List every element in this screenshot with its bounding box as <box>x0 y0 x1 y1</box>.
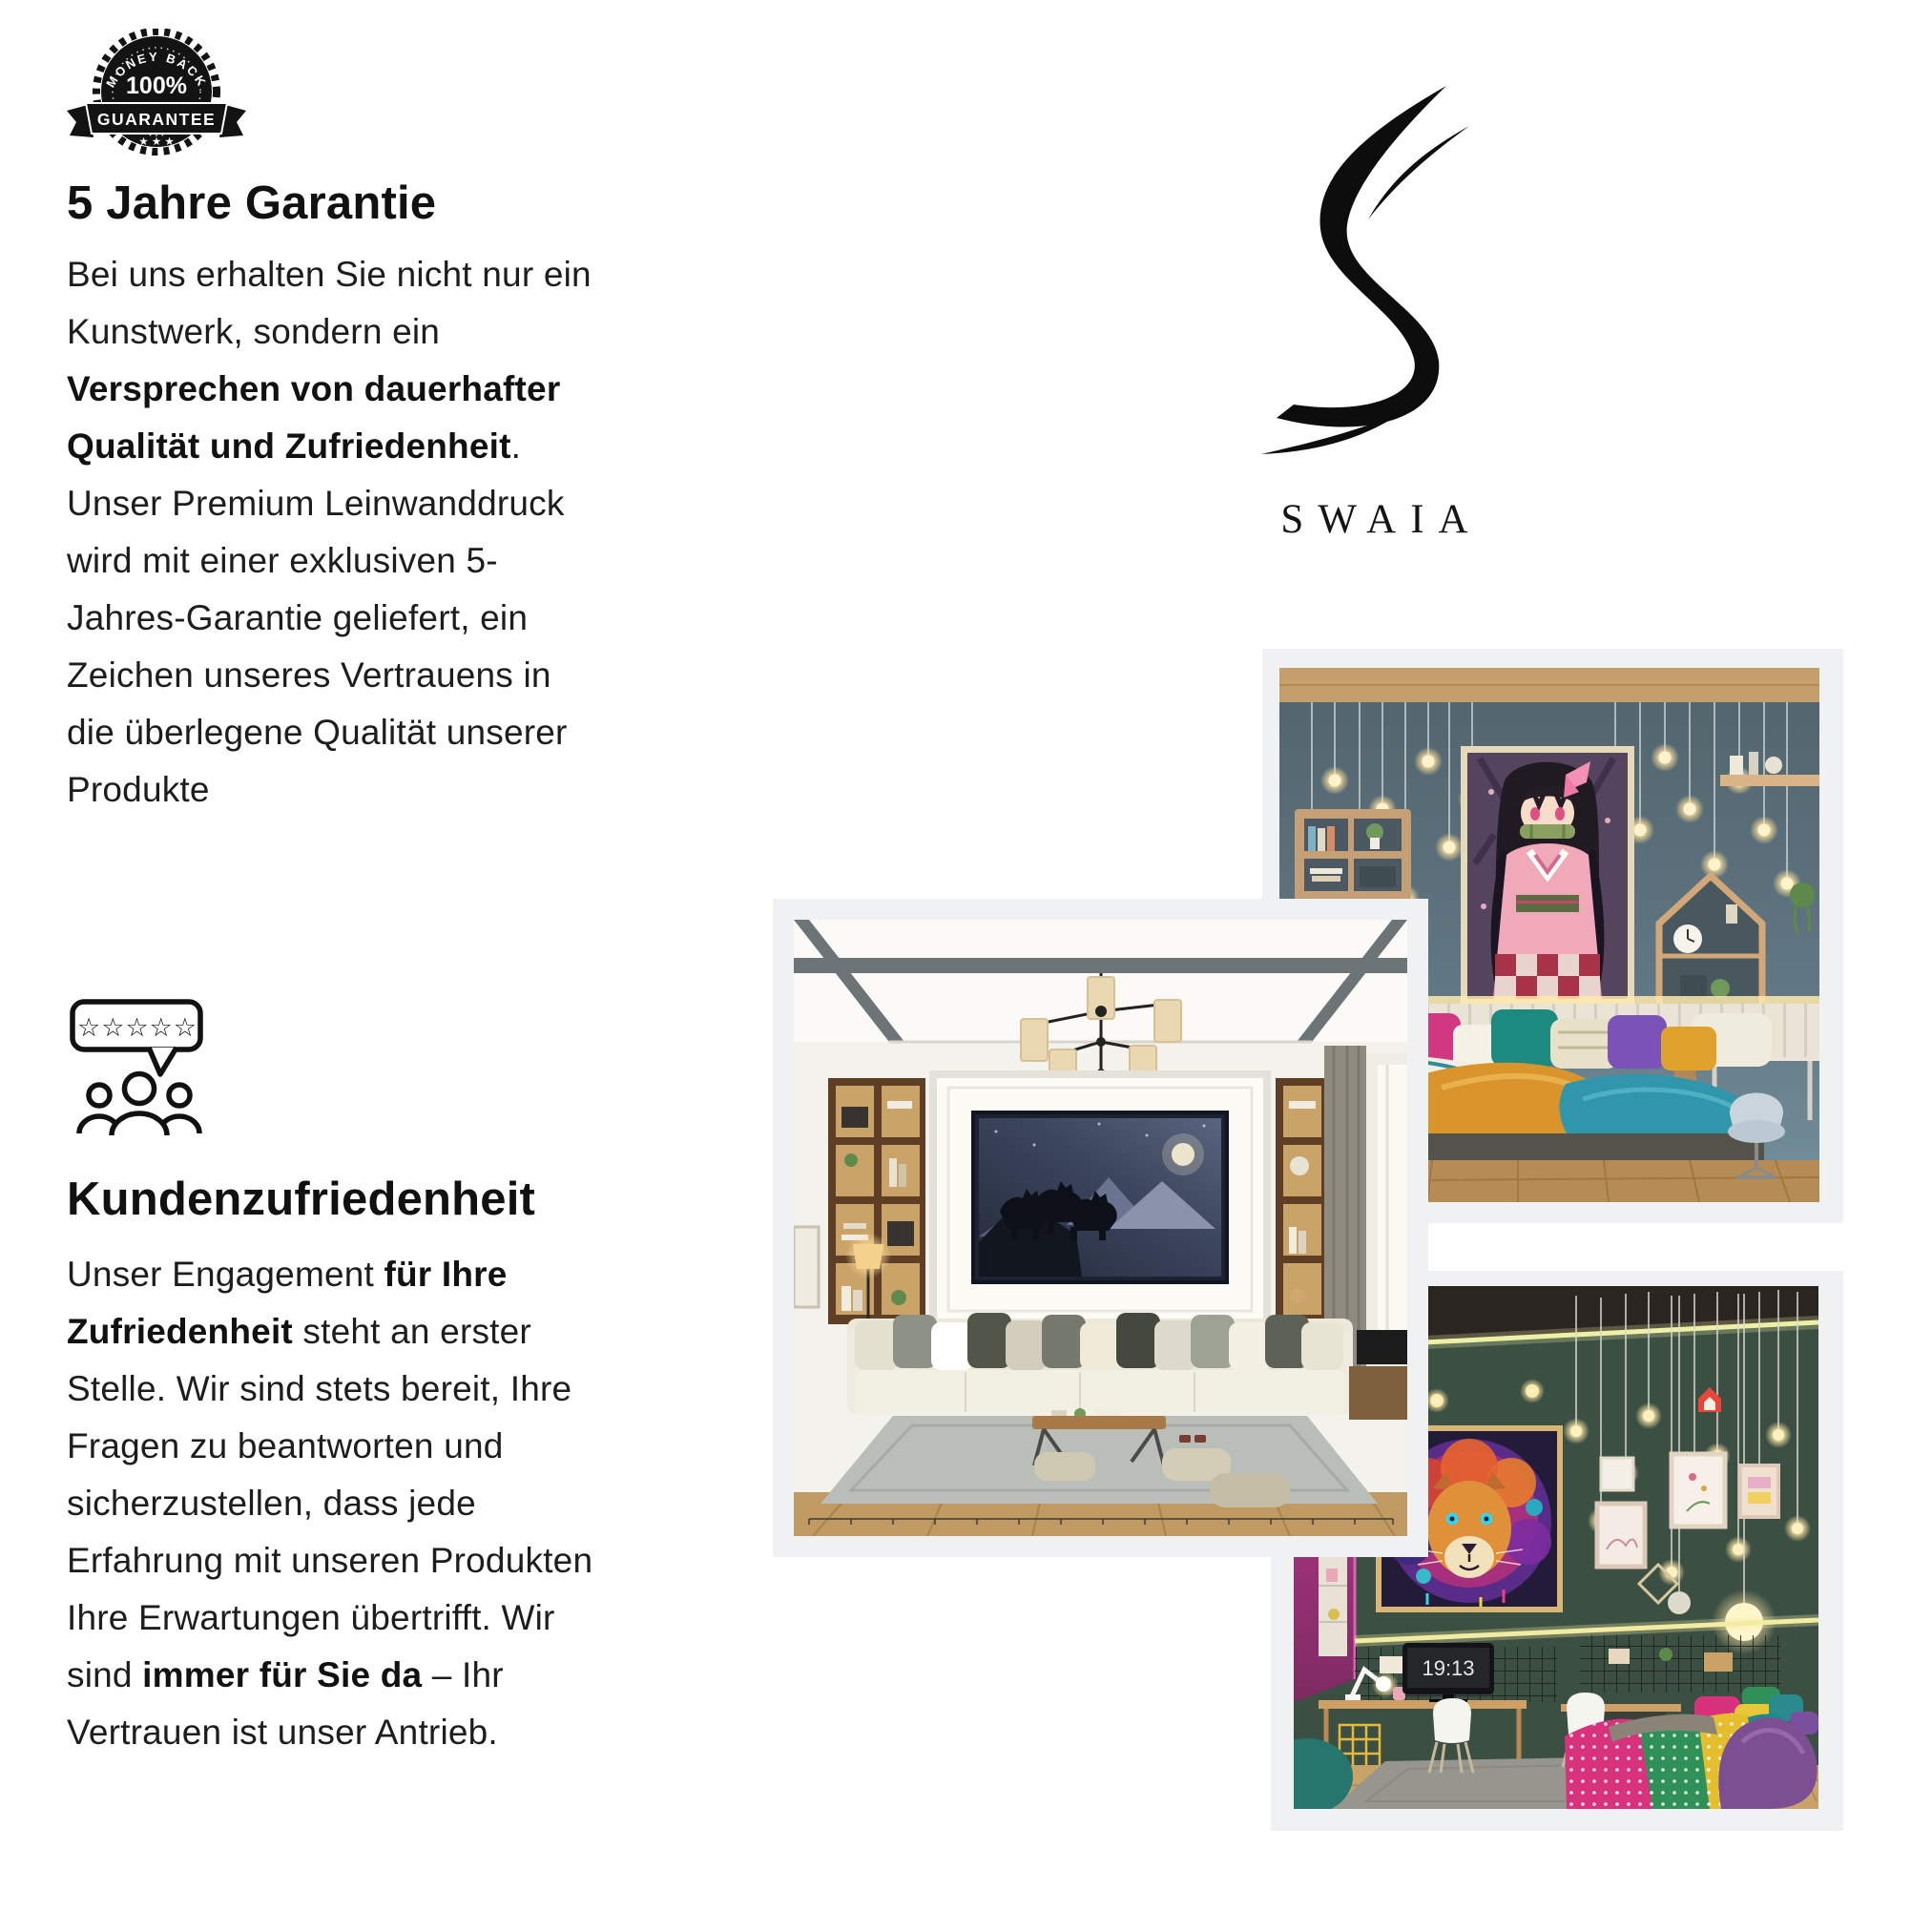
brand-wordmark: SWAIA <box>1280 497 1483 542</box>
badge-percent: 100% <box>126 73 187 99</box>
monitor-time: 19:13 <box>1422 1656 1475 1680</box>
money-back-badge-icon <box>61 29 252 174</box>
guarantee-heading: 5 Jahre Garantie <box>67 177 437 229</box>
canvas-anime <box>1461 746 1634 1006</box>
canvas-wolves <box>973 1112 1227 1282</box>
badge-arc-text: MONEY BACK <box>103 49 210 91</box>
tv-console <box>1349 1330 1407 1420</box>
guarantee-paragraph: Bei uns erhalten Sie nicht nur ein Kunstwerk, sondern ein Versprechen von dauerhafter Qualität und Zufriedenheit. Unser Premium Leinwanddruck wird mit einer exklusiven 5-Jahres-Garantie geliefert, ein Zeichen unseres Vertrauens in die überlegene Qualität unserer Produkte <box>67 255 592 809</box>
swaia-s-logo-icon <box>1257 80 1471 490</box>
satisfaction-heading: Kundenzufriedenheit <box>67 1174 536 1225</box>
customer-reviews-icon <box>67 996 212 1141</box>
side-art <box>794 1227 819 1307</box>
review-stars: ☆☆☆☆☆ <box>76 1013 198 1042</box>
bookshelf-left <box>828 1078 925 1324</box>
monitor <box>1402 1643 1494 1702</box>
badge-banner-text: GUARANTEE <box>96 110 217 129</box>
badge-stars: ★ ★ ★ <box>138 136 175 148</box>
satisfaction-paragraph: Unser Engagement für Ihre Zufriedenheit steht an erster Stelle. Wir sind stets bereit, Ihre Fragen zu beantworten und sicherzustellen, dass jede Erfahrung mit unseren Produkten Ihre Erwartungen übertrifft. Wir sind immer für Sie da – Ihr Vertrauen ist unser Antrieb. <box>67 1255 593 1752</box>
photo-living-room-wolves <box>794 920 1407 1536</box>
people-group <box>79 1074 199 1136</box>
photo-card-living-room <box>773 899 1428 1557</box>
